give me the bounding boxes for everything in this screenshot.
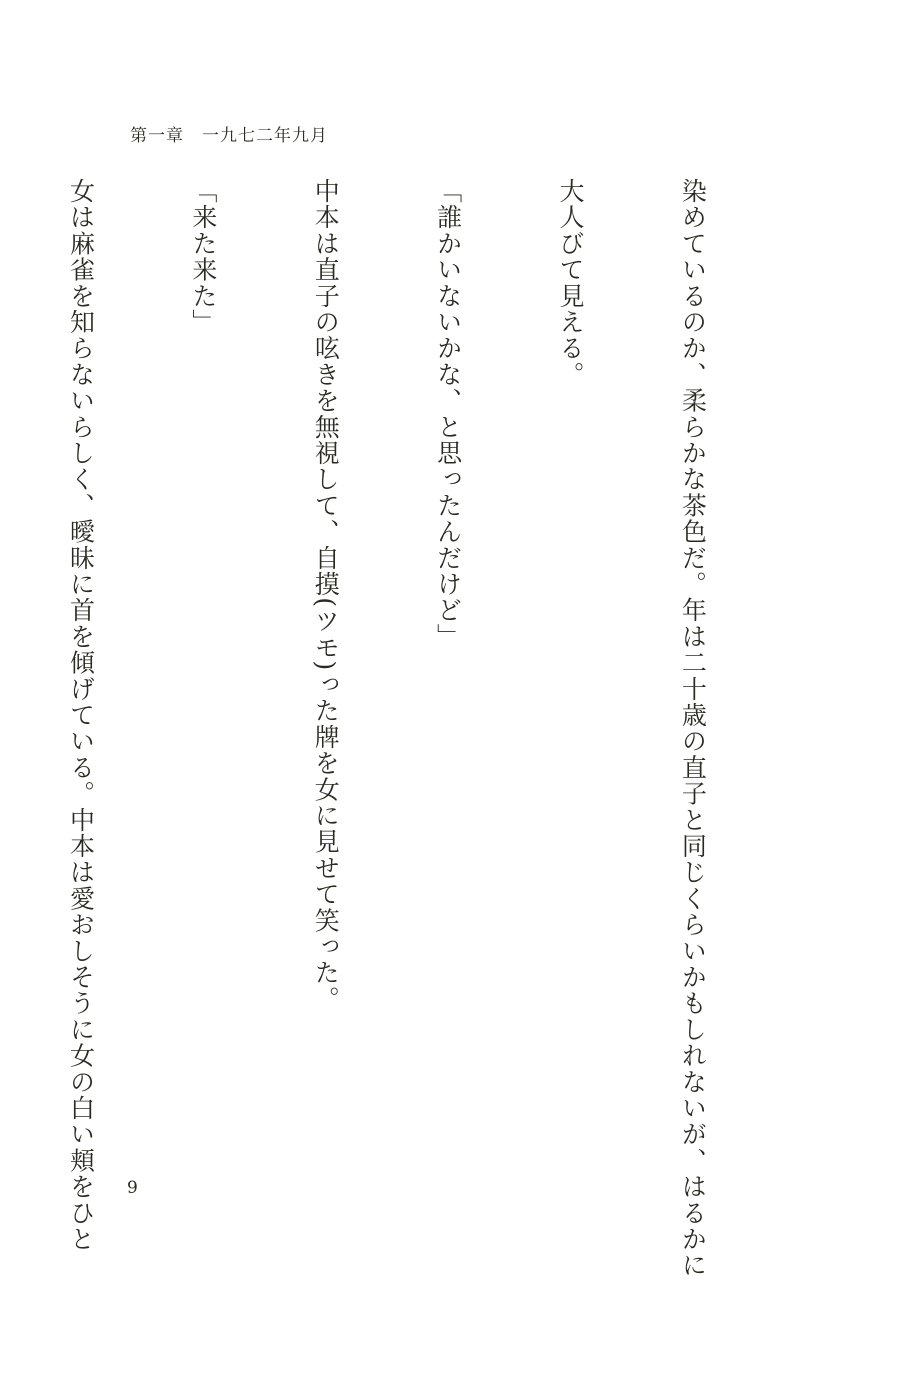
text-line: 染めているのか、柔らかな茶色だ。年は二十歳の直子と同じくらいかもしれないが、はるかに bbox=[678, 178, 708, 1279]
vertical-body-text bbox=[66, 178, 794, 1279]
text-line: 「来た来た」 bbox=[188, 178, 218, 336]
text-line: 「誰かいないかな、と思ったんだけど」 bbox=[433, 178, 463, 650]
text-line: 中本は直子の呟きを無視して、自摸(ツモ)った牌を女に見せて笑った。 bbox=[311, 178, 341, 1013]
running-head: 第一章 一九七二年九月 bbox=[130, 126, 328, 146]
text-line: 大人びて見える。 bbox=[556, 178, 586, 388]
page-number: 9 bbox=[127, 1178, 138, 1198]
text-line: 女は麻雀を知らないらしく、曖昧に首を傾げている。中本は愛おしそうに女の白い頬をひと bbox=[66, 178, 96, 1253]
